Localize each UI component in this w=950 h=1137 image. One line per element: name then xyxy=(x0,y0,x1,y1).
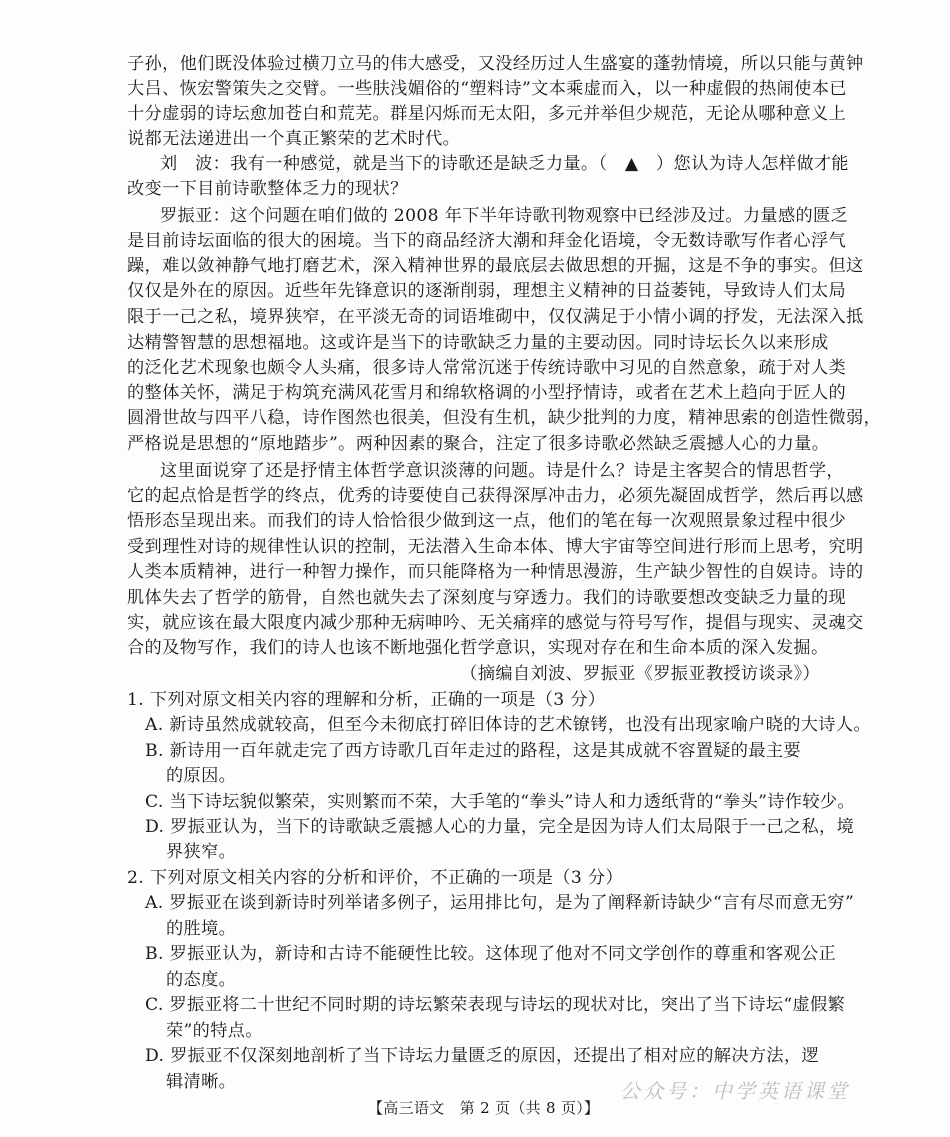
passage-line: 受到理性对诗的规律性认识的控制，无法潜入生命本体、博大宇宙等空间进行形而上思考，究明 xyxy=(127,537,864,557)
question-2-stem: 2. 下列对原文相关内容的分析和评价，不正确的一项是（3 分） xyxy=(127,868,623,888)
question-2-option-c-cont: 荣”的特点。 xyxy=(166,1021,263,1041)
passage-line: 改变一下目前诗歌整体乏力的现状？ xyxy=(127,179,408,199)
question-1-stem: 1. 下列对原文相关内容的理解和分析，正确的一项是（3 分） xyxy=(127,690,606,710)
passage-line: 说都无法递进出一个真正繁荣的艺术时代。 xyxy=(127,129,461,149)
question-2-option-c: C. 罗振亚将二十世纪不同时期的诗坛繁荣表现与诗坛的现状对比，突出了当下诗坛“虚假繁 xyxy=(145,995,846,1015)
passage-line: 实，就应该在最大限度内减少那种无病呻吟、无关痛痒的感觉与符号写作，提倡与现实、灵魂交 xyxy=(127,613,864,633)
passage-line: 肌体失去了哲学的筋骨，自然也就失去了深刻度与穿透力。我们的诗歌要想改变缺乏力量的现 xyxy=(127,588,847,608)
question-2-option-d-cont: 辑清晰。 xyxy=(166,1072,237,1092)
passage-line: 限于一己之私，境界狭窄，在平淡无奇的词语堆砌中，仅仅满足于小情小调的抒发，无法深入抵 xyxy=(127,307,864,327)
question-1-option-d: D. 罗振亚认为，当下的诗歌缺乏震撼人心的力量，完全是因为诗人们太局限于一己之私，境 xyxy=(145,817,855,837)
passage-line: 人类本质精神，进行一种智力操作，而只能降格为一种情思漫游，生产缺少智性的自娱诗。诗的 xyxy=(127,562,864,582)
passage-line: 严格说是思想的“原地踏步”。两种因素的聚合，注定了很多诗歌必然缺乏震撼人心的力量。 xyxy=(127,434,830,454)
question-1-option-b-cont: 的原因。 xyxy=(166,766,237,786)
passage-line: 的整体关怀，满足于构筑充满风花雪月和绵软格调的小型抒情诗，或者在艺术上趋向于匠人的 xyxy=(127,383,847,403)
passage-line: 是目前诗坛面临的很大的困境。当下的商品经济大潮和拜金化语境，令无数诗歌写作者心浮气 xyxy=(127,231,847,251)
passage-line: 合的及物写作，我们的诗人也该不断地强化哲学意识，实现对存在和生命本质的深入发掘。 xyxy=(127,638,829,658)
passage-line: 子孙，他们既没体验过横刀立马的伟大感受，又没经历过人生盛宴的蓬勃情境，所以只能与黄钟 xyxy=(127,54,864,74)
question-1-option-d-cont: 界狭窄。 xyxy=(166,842,237,862)
passage-line: 达精警智慧的思想福地。这或许是当下的诗歌缺乏力量的主要动因。同时诗坛长久以来形成 xyxy=(127,333,829,353)
passage-line: 圆滑世故与四平八稳，诗作图然也很美，但没有生机，缺少批判的力度，精神思索的创造性微弱， xyxy=(127,408,882,428)
passage-line: 的泛化艺术现象也颇令人头痛，很多诗人常常沉迷于传统诗歌中习见的自然意象，疏于对人类 xyxy=(127,358,847,378)
passage-line: 这里面说穿了还是抒情主体哲学意识淡薄的问题。诗是什么？诗是主客契合的情思哲学， xyxy=(160,461,844,481)
passage-line: 仅仅是外在的原因。近些年先锋意识的逐渐削弱，理想主义精神的日益萎钝，导致诗人们太局 xyxy=(127,281,847,301)
passage-source: （摘编自刘波、罗振亚《罗振亚教授访谈录》） xyxy=(460,664,820,684)
question-1-option-b: B. 新诗用一百年就走完了西方诗歌几百年走过的路程，这是其成就不容置疑的最主要 xyxy=(145,741,801,761)
watermark: 公众号：中学英语课堂 xyxy=(620,1079,850,1103)
question-1-option-a: A. 新诗虽然成就较高，但至今未彻底打碎旧体诗的艺术镣铐，也没有出现家喻户晓的大诗人。 xyxy=(145,715,871,735)
page-footer: 【高三语文 第 2 页（共 8 页）】 xyxy=(368,1099,600,1117)
question-2-option-a-cont: 的胜境。 xyxy=(166,919,237,939)
question-2-option-d: D. 罗振亚不仅深刻地剖析了当下诗坛力量匮乏的原因，还提出了相对应的解决方法，逻 xyxy=(145,1046,820,1066)
question-2-option-b-cont: 的态度。 xyxy=(166,970,237,990)
question-2-option-a: A. 罗振亚在谈到新诗时列举诸多例子，运用排比句，是为了阐释新诗缺少“言有尽而意无穷” xyxy=(145,893,855,913)
question-2-option-b: B. 罗振亚认为，新诗和古诗不能硬性比较。这体现了他对不同文学创作的尊重和客观公正 xyxy=(145,944,837,964)
passage-line: 十分虚弱的诗坛愈加苍白和荒芜。群星闪烁而无太阳，多元并举但少规范，无论从哪种意义上 xyxy=(127,104,847,124)
passage-line: 它的起点恰是哲学的终点，优秀的诗要使自己获得深厚冲击力，必须先凝固成哲学，然后再以感 xyxy=(127,486,864,506)
passage-line: 罗振亚：这个问题在咱们做的 2008 年下半年诗歌刊物观察中已经涉及过。力量感的匮乏 xyxy=(160,206,849,226)
passage-line: 刘 波：我有一种感觉，就是当下的诗歌还是缺乏力量。（ ▲ ）您认为诗人怎样做才能 xyxy=(160,154,849,174)
passage-line: 大吕、恢宏警策失之交臂。一些肤浅媚俗的“塑料诗”文本乘虚而入，以一种虚假的热闹使本已 xyxy=(127,79,847,99)
passage-line: 躁，难以敛神静气地打磨艺术，深入精神世界的最底层去做思想的开掘，这是不争的事实。但这 xyxy=(127,256,864,276)
passage-line: 悟形态呈现出来。而我们的诗人恰恰很少做到这一点，他们的笔在每一次观照景象过程中很少 xyxy=(127,511,847,531)
question-1-option-c: C. 当下诗坛貌似繁荣，实则繁而不荣，大手笔的“拳头”诗人和力透纸背的“拳头”诗作较少。 xyxy=(145,792,855,812)
